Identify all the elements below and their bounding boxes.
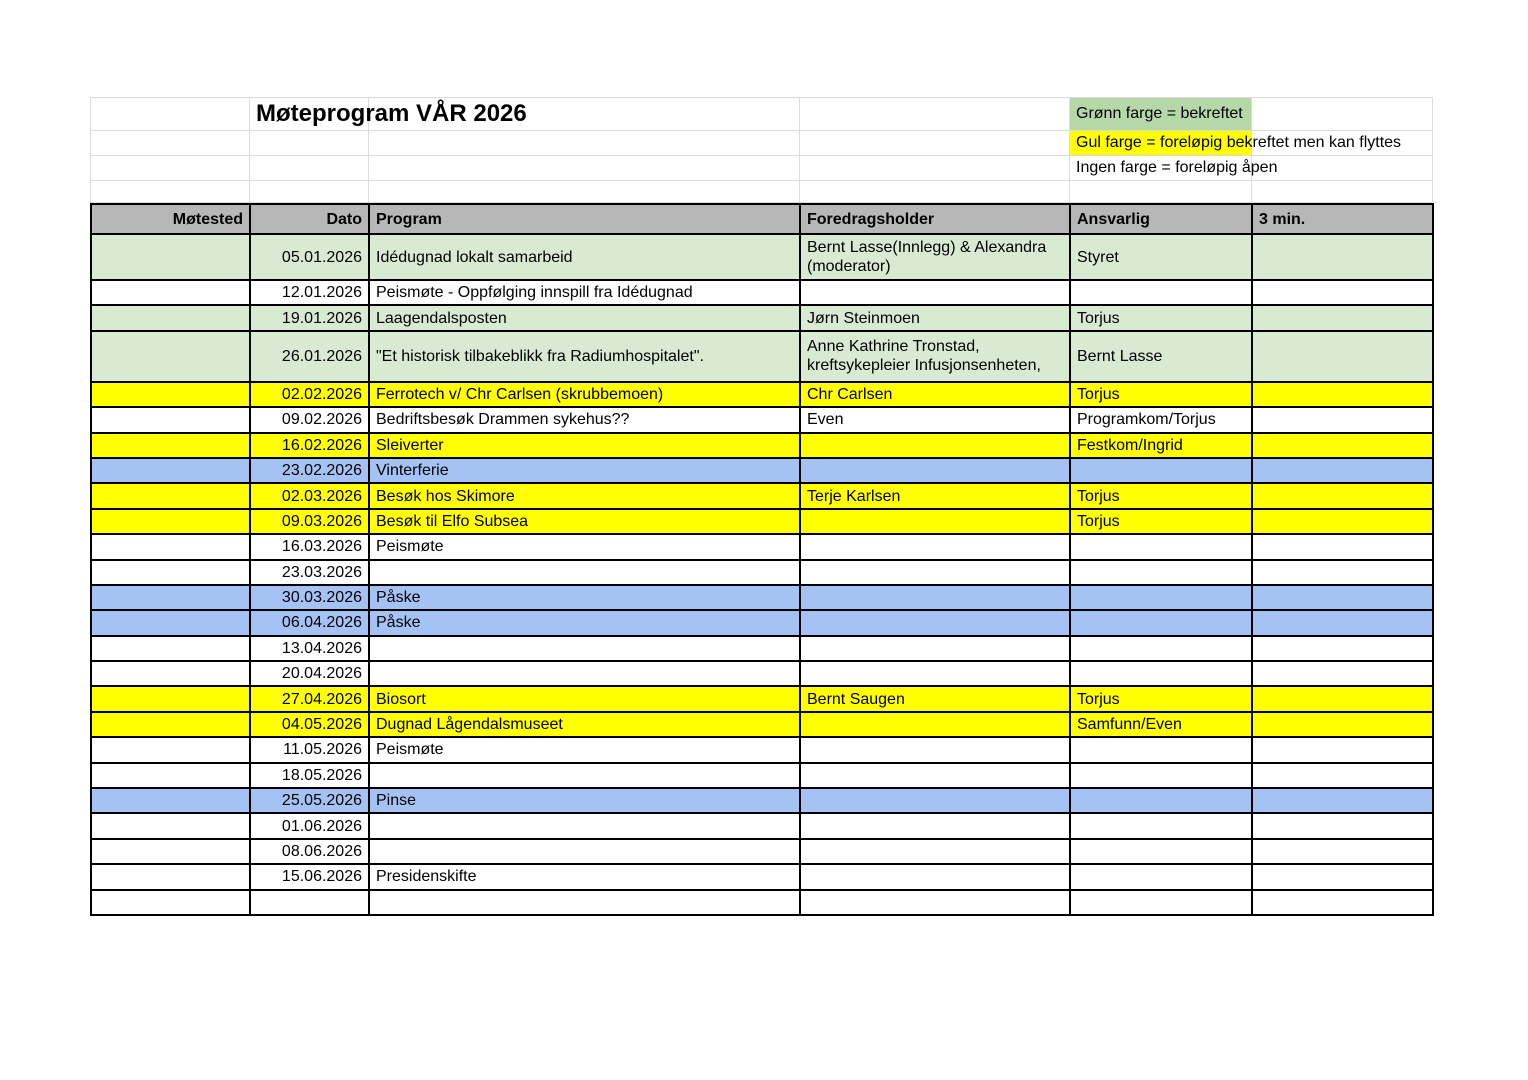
cell-tre_min <box>1252 234 1433 280</box>
cell-foredragsholder <box>800 458 1070 483</box>
cell-program: Dugnad Lågendalsmuseet <box>369 712 800 737</box>
grid-cell <box>91 131 250 156</box>
cell-foredragsholder <box>800 661 1070 686</box>
cell-dato: 11.05.2026 <box>250 737 369 762</box>
legend-green-label: Grønn farge = bekreftet <box>1076 105 1243 122</box>
cell-tre_min <box>1252 483 1433 508</box>
grid-cell <box>250 181 369 203</box>
cell-tre_min <box>1252 661 1433 686</box>
cell-dato: 05.01.2026 <box>250 234 369 280</box>
cell-ansvarlig <box>1070 788 1252 813</box>
cell-ansvarlig: Festkom/Ingrid <box>1070 433 1252 458</box>
cell-dato <box>250 890 369 915</box>
cell-tre_min <box>1252 458 1433 483</box>
cell-dato: 23.02.2026 <box>250 458 369 483</box>
legend-yellow-label: Gul farge = foreløpig bekreftet men kan flyttes <box>1076 134 1402 151</box>
table-row <box>91 788 1433 813</box>
grid-cell <box>250 131 369 156</box>
cell-program: Pinse <box>369 788 800 813</box>
cell-foredragsholder: Jørn Steinmoen <box>800 305 1070 330</box>
cell-foredragsholder: Bernt Lasse(Innlegg) & Alexandra (moderator) <box>800 234 1070 280</box>
cell-motested <box>91 864 250 889</box>
table-row <box>91 864 1433 889</box>
cell-ansvarlig <box>1070 864 1252 889</box>
cell-motested <box>91 585 250 610</box>
cell-dato: 16.02.2026 <box>250 433 369 458</box>
program-table <box>90 203 1434 916</box>
grid-cell <box>91 156 250 181</box>
cell-ansvarlig <box>1070 839 1252 864</box>
cell-motested <box>91 560 250 585</box>
cell-program: Vinterferie <box>369 458 800 483</box>
cell-program <box>369 763 800 788</box>
cell-motested <box>91 788 250 813</box>
grid-cell <box>91 98 250 131</box>
cell-dato: 02.02.2026 <box>250 382 369 407</box>
cell-program: Besøk hos Skimore <box>369 483 800 508</box>
title-legend-grid <box>90 97 1433 203</box>
cell-ansvarlig <box>1070 737 1252 762</box>
cell-tre_min <box>1252 890 1433 915</box>
cell-dato: 16.03.2026 <box>250 534 369 559</box>
cell-program: Besøk til Elfo Subsea <box>369 509 800 534</box>
cell-ansvarlig <box>1070 534 1252 559</box>
cell-program: Sleiverter <box>369 433 800 458</box>
cell-dato: 13.04.2026 <box>250 636 369 661</box>
cell-tre_min <box>1252 712 1433 737</box>
cell-program <box>369 890 800 915</box>
table-row <box>91 610 1433 635</box>
cell-foredragsholder: Anne Kathrine Tronstad, kreftsykepleier Infusjonsenheten, <box>800 331 1070 382</box>
grid-cell <box>1070 181 1252 203</box>
cell-dato: 20.04.2026 <box>250 661 369 686</box>
cell-foredragsholder <box>800 737 1070 762</box>
table-row <box>91 407 1433 432</box>
legend-green-cell <box>1070 98 1252 131</box>
cell-foredragsholder: Even <box>800 407 1070 432</box>
cell-program <box>369 661 800 686</box>
cell-program <box>369 560 800 585</box>
cell-tre_min <box>1252 382 1433 407</box>
cell-motested <box>91 280 250 305</box>
cell-motested <box>91 813 250 838</box>
cell-program: Bedriftsbesøk Drammen sykehus?? <box>369 407 800 432</box>
cell-foredragsholder <box>800 560 1070 585</box>
table-row <box>91 813 1433 838</box>
grid-cell <box>1252 98 1433 131</box>
cell-ansvarlig: Bernt Lasse <box>1070 331 1252 382</box>
cell-dato: 15.06.2026 <box>250 864 369 889</box>
cell-tre_min <box>1252 331 1433 382</box>
cell-motested <box>91 305 250 330</box>
cell-foredragsholder <box>800 788 1070 813</box>
cell-motested <box>91 534 250 559</box>
cell-program: Idédugnad lokalt samarbeid <box>369 234 800 280</box>
cell-program <box>369 813 800 838</box>
cell-ansvarlig: Samfunn/Even <box>1070 712 1252 737</box>
cell-dato: 08.06.2026 <box>250 839 369 864</box>
cell-tre_min <box>1252 407 1433 432</box>
cell-motested <box>91 661 250 686</box>
table-row <box>91 712 1433 737</box>
cell-ansvarlig <box>1070 661 1252 686</box>
table-row <box>91 433 1433 458</box>
cell-program: "Et historisk tilbakeblikk fra Radiumhospitalet". <box>369 331 800 382</box>
cell-motested <box>91 407 250 432</box>
cell-foredragsholder <box>800 585 1070 610</box>
cell-foredragsholder <box>800 890 1070 915</box>
grid-cell <box>369 156 800 181</box>
cell-dato: 26.01.2026 <box>250 331 369 382</box>
table-row <box>91 661 1433 686</box>
cell-ansvarlig <box>1070 763 1252 788</box>
grid-cell <box>1252 156 1433 181</box>
cell-program: Ferrotech v/ Chr Carlsen (skrubbemoen) <box>369 382 800 407</box>
cell-tre_min <box>1252 305 1433 330</box>
table-row <box>91 737 1433 762</box>
cell-foredragsholder <box>800 813 1070 838</box>
table-row <box>91 483 1433 508</box>
cell-dato: 25.05.2026 <box>250 788 369 813</box>
grid-cell <box>250 98 527 131</box>
cell-ansvarlig <box>1070 280 1252 305</box>
grid-cell <box>369 131 800 156</box>
cell-tre_min <box>1252 280 1433 305</box>
cell-ansvarlig <box>1070 813 1252 838</box>
cell-dato: 09.03.2026 <box>250 509 369 534</box>
table-row <box>91 280 1433 305</box>
cell-program: Påske <box>369 585 800 610</box>
legend-open-label: Ingen farge = foreløpig åpen <box>1076 159 1278 176</box>
grid-cell <box>250 156 369 181</box>
cell-foredragsholder <box>800 610 1070 635</box>
cell-tre_min <box>1252 737 1433 762</box>
cell-dato: 04.05.2026 <box>250 712 369 737</box>
cell-tre_min <box>1252 839 1433 864</box>
grid-cell <box>91 181 250 203</box>
cell-ansvarlig: Styret <box>1070 234 1252 280</box>
table-header-row <box>91 204 1433 234</box>
cell-tre_min <box>1252 610 1433 635</box>
grid-row <box>91 131 1433 156</box>
cell-ansvarlig <box>1070 560 1252 585</box>
cell-program: Peismøte - Oppfølging innspill fra Idédugnad <box>369 280 800 305</box>
table-row <box>91 585 1433 610</box>
cell-motested <box>91 458 250 483</box>
cell-tre_min <box>1252 788 1433 813</box>
cell-foredragsholder <box>800 839 1070 864</box>
grid-cell <box>369 181 800 203</box>
cell-foredragsholder <box>800 763 1070 788</box>
cell-motested <box>91 234 250 280</box>
cell-dato: 01.06.2026 <box>250 813 369 838</box>
program-table-body <box>91 234 1433 915</box>
table-row <box>91 509 1433 534</box>
cell-dato: 09.02.2026 <box>250 407 369 432</box>
cell-ansvarlig: Torjus <box>1070 483 1252 508</box>
cell-program: Peismøte <box>369 737 800 762</box>
cell-motested <box>91 509 250 534</box>
cell-tre_min <box>1252 763 1433 788</box>
cell-tre_min <box>1252 534 1433 559</box>
cell-foredragsholder: Bernt Saugen <box>800 686 1070 711</box>
cell-tre_min <box>1252 560 1433 585</box>
grid-row <box>91 181 1433 203</box>
cell-program: Biosort <box>369 686 800 711</box>
table-row <box>91 839 1433 864</box>
legend-open-cell <box>1070 156 1278 181</box>
grid-cell <box>800 156 1070 181</box>
table-row <box>91 686 1433 711</box>
cell-foredragsholder: Chr Carlsen <box>800 382 1070 407</box>
cell-ansvarlig <box>1070 636 1252 661</box>
cell-motested <box>91 763 250 788</box>
grid-cell <box>800 181 1070 203</box>
cell-dato: 23.03.2026 <box>250 560 369 585</box>
cell-program: Laagendalsposten <box>369 305 800 330</box>
column-header-ansvarlig: Ansvarlig <box>1070 204 1252 234</box>
cell-ansvarlig: Torjus <box>1070 305 1252 330</box>
table-row <box>91 305 1433 330</box>
cell-foredragsholder: Terje Karlsen <box>800 483 1070 508</box>
cell-foredragsholder <box>800 864 1070 889</box>
cell-foredragsholder <box>800 534 1070 559</box>
cell-program: Peismøte <box>369 534 800 559</box>
cell-ansvarlig <box>1070 458 1252 483</box>
table-row <box>91 458 1433 483</box>
sheet-area <box>90 97 1432 916</box>
grid-row <box>91 156 1433 181</box>
cell-program <box>369 839 800 864</box>
cell-tre_min <box>1252 509 1433 534</box>
table-row <box>91 382 1433 407</box>
cell-tre_min <box>1252 686 1433 711</box>
cell-program: Presidenskifte <box>369 864 800 889</box>
table-row <box>91 560 1433 585</box>
grid-cell <box>1252 181 1433 203</box>
cell-motested <box>91 331 250 382</box>
cell-dato: 06.04.2026 <box>250 610 369 635</box>
cell-motested <box>91 839 250 864</box>
cell-ansvarlig <box>1070 890 1252 915</box>
cell-tre_min <box>1252 864 1433 889</box>
cell-foredragsholder <box>800 280 1070 305</box>
cell-motested <box>91 890 250 915</box>
column-header-program: Program <box>369 204 800 234</box>
cell-dato: 02.03.2026 <box>250 483 369 508</box>
cell-ansvarlig: Torjus <box>1070 382 1252 407</box>
cell-foredragsholder <box>800 712 1070 737</box>
cell-ansvarlig <box>1070 585 1252 610</box>
cell-foredragsholder <box>800 509 1070 534</box>
cell-foredragsholder <box>800 636 1070 661</box>
column-header-motested: Møtested <box>91 204 250 234</box>
cell-ansvarlig: Torjus <box>1070 509 1252 534</box>
cell-foredragsholder <box>800 433 1070 458</box>
column-header-3min: 3 min. <box>1252 204 1433 234</box>
cell-tre_min <box>1252 585 1433 610</box>
cell-dato: 18.05.2026 <box>250 763 369 788</box>
cell-motested <box>91 712 250 737</box>
cell-program <box>369 636 800 661</box>
legend-yellow-cell <box>1070 131 1402 156</box>
table-row <box>91 763 1433 788</box>
cell-tre_min <box>1252 636 1433 661</box>
cell-dato: 30.03.2026 <box>250 585 369 610</box>
grid-cell <box>800 131 1070 156</box>
cell-program: Påske <box>369 610 800 635</box>
cell-motested <box>91 737 250 762</box>
cell-dato: 27.04.2026 <box>250 686 369 711</box>
cell-ansvarlig: Torjus <box>1070 686 1252 711</box>
cell-motested <box>91 483 250 508</box>
cell-motested <box>91 636 250 661</box>
cell-tre_min <box>1252 433 1433 458</box>
cell-motested <box>91 686 250 711</box>
grid-row <box>91 98 1433 131</box>
table-row <box>91 636 1433 661</box>
grid-cell <box>800 98 1070 131</box>
table-row <box>91 534 1433 559</box>
sheet-title: Møteprogram VÅR 2026 <box>256 100 527 127</box>
cell-ansvarlig <box>1070 610 1252 635</box>
cell-ansvarlig: Programkom/Torjus <box>1070 407 1252 432</box>
cell-dato: 19.01.2026 <box>250 305 369 330</box>
cell-motested <box>91 610 250 635</box>
table-row <box>91 234 1433 280</box>
cell-motested <box>91 382 250 407</box>
table-row <box>91 331 1433 382</box>
column-header-foredragsholder: Foredragsholder <box>800 204 1070 234</box>
cell-dato: 12.01.2026 <box>250 280 369 305</box>
column-header-dato: Dato <box>250 204 369 234</box>
table-row <box>91 890 1433 915</box>
cell-motested <box>91 433 250 458</box>
cell-tre_min <box>1252 813 1433 838</box>
